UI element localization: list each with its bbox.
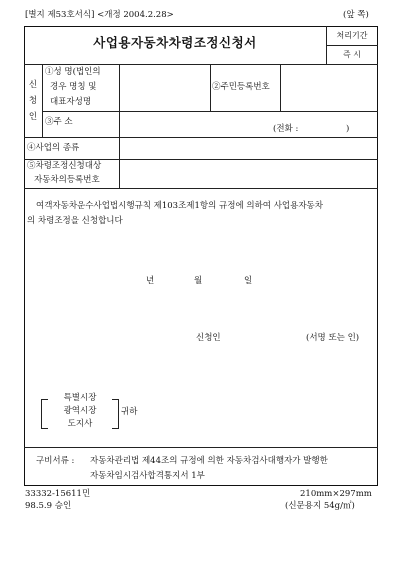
name-label: 대표자성명 (50, 97, 92, 107)
applicant-group-label: 신 (28, 80, 38, 90)
vehicle-registration-label: ⑤차령조정신청대상 (27, 161, 102, 171)
row-line (24, 64, 378, 65)
vehicle-registration-label: 자동차의등록번호 (34, 175, 100, 185)
applicant-signature-label: 신청인 (196, 333, 221, 343)
row-line (24, 447, 378, 448)
approval-date: 98.5.9 승인 (25, 501, 72, 511)
required-documents-text: 자동차임시검사합격통지서 1부 (90, 471, 205, 481)
processing-period-value: 즉 시 (343, 50, 361, 59)
reg-label-divider-right (280, 64, 281, 111)
date-month-label: 월 (194, 276, 203, 286)
applicant-group-label: 청 (28, 96, 38, 106)
processing-period-label: 처리기간 (336, 31, 368, 40)
name-label: 경우 명칭 및 (50, 82, 97, 92)
addressee-option: 특별시장 (63, 393, 97, 403)
statement-text: 여객자동차운수사업법시행규칙 제103조제1항의 규정에 의하여 사업용자동차 (36, 201, 323, 211)
processing-divider (326, 45, 378, 46)
addressee-bracket-right (112, 399, 119, 429)
phone-close: ) (346, 124, 350, 134)
form-number: [별지 제53호서식] <개정 2004.2.28> (25, 10, 174, 20)
statement-text: 의 차령조정을 신청합니다 (27, 216, 123, 226)
business-type-field[interactable] (121, 139, 376, 157)
addressee-bracket-left (41, 399, 48, 429)
phone-label: (전화 : (273, 124, 299, 134)
date-year-label: 년 (146, 276, 155, 286)
addressee-suffix: 귀하 (121, 407, 138, 417)
row-line (24, 137, 378, 138)
paper-size: 210mm×297mm (300, 489, 372, 499)
applicant-group-label: 인 (28, 112, 38, 122)
applicant-group-divider (42, 64, 43, 137)
required-documents-text: 자동차관리법 제44조의 규정에 의한 자동차검사대행자가 발행한 (90, 456, 328, 466)
addressee-option: 도지사 (67, 419, 93, 429)
form-code: 33332-15611민 (25, 489, 91, 499)
name-label: ①성 명(법인의 (45, 67, 101, 77)
address-label: ③주 소 (45, 117, 73, 127)
paper-type: (신문용지 54g/㎡) (285, 501, 355, 511)
address-field[interactable] (121, 113, 271, 135)
resident-registration-label: ②주민등록번호 (212, 82, 270, 92)
phone-field[interactable] (306, 122, 342, 135)
row-line (24, 188, 378, 189)
addressee-option: 광역시장 (63, 406, 97, 416)
row-line (42, 111, 378, 112)
signature-note: (서명 또는 인) (306, 333, 360, 343)
date-day-label: 일 (244, 276, 253, 286)
label-column-divider (119, 64, 120, 188)
business-type-label: ④사업의 종류 (27, 143, 80, 153)
row-line (24, 159, 378, 160)
form-title: 사업용자동차차령조정신청서 (93, 35, 257, 50)
name-field[interactable] (121, 66, 208, 109)
resident-registration-field[interactable] (282, 66, 376, 109)
reg-label-divider-left (210, 64, 211, 111)
vehicle-registration-field[interactable] (121, 161, 376, 186)
side-label: (앞 쪽) (343, 10, 369, 20)
required-documents-label: 구비서류 : (36, 456, 75, 466)
